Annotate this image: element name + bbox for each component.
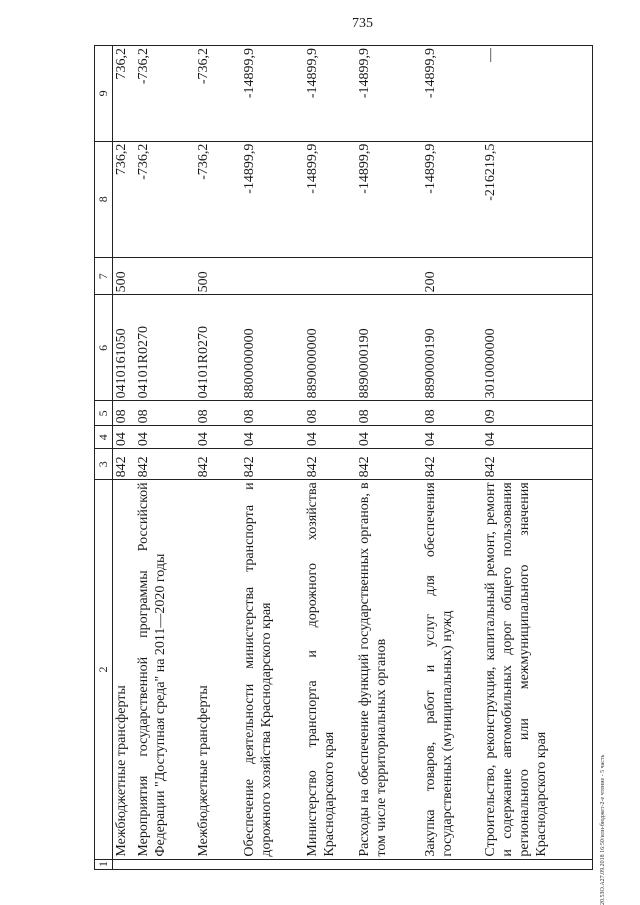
- row-vr: [241, 257, 304, 294]
- row-ved: 842: [356, 449, 422, 480]
- row-sum-2: —: [482, 46, 593, 142]
- row-csr: 3010000000: [482, 295, 593, 401]
- row-ved: 842: [304, 449, 356, 480]
- header-col-2: 2: [95, 480, 113, 859]
- row-pr: 08: [356, 401, 422, 426]
- table-header-row: [95, 46, 113, 870]
- row-pr: 08: [304, 401, 356, 426]
- row-rz: 04: [113, 426, 136, 449]
- row-name: Межбюджетные трансферты: [195, 480, 241, 859]
- row-ved: 842: [482, 449, 593, 480]
- table-row: [304, 46, 356, 870]
- row-vr: [135, 257, 195, 294]
- row-sum-2: -14899,9: [356, 46, 422, 142]
- row-sum-2: 736,2: [113, 46, 136, 142]
- row-pr: 08: [241, 401, 304, 426]
- table-row: [241, 46, 304, 870]
- row-sum-1: -14899,9: [422, 141, 482, 257]
- row-csr: 04101R0270: [135, 295, 195, 401]
- row-name: Министерство транспорта и дорожного хозяйства Краснодарского края: [304, 480, 356, 859]
- row-vr: [304, 257, 356, 294]
- row-sum-2: -14899,9: [422, 46, 482, 142]
- budget-table: [94, 45, 593, 870]
- row-rz: 04: [195, 426, 241, 449]
- header-col-6: 6: [95, 295, 113, 401]
- row-sum-2: -14899,9: [241, 46, 304, 142]
- row-ved: 842: [422, 449, 482, 480]
- row-pr: 08: [135, 401, 195, 426]
- row-name: Мероприятия государственной программы Российской Федерации "Доступная среда" на 2011—2020 годы: [135, 480, 195, 859]
- row-vr: [356, 257, 422, 294]
- table-row: [195, 46, 241, 870]
- row-csr: 8890000000: [304, 295, 356, 401]
- row-name: Обеспечение деятельности министерства транспорта и дорожного хозяйства Краснодарского края: [241, 480, 304, 859]
- row-rz: 04: [241, 426, 304, 449]
- row-sum-1: 736,2: [113, 141, 136, 257]
- table-row: [135, 46, 195, 870]
- table-row: [113, 46, 136, 870]
- row-sum-1: -736,2: [195, 141, 241, 257]
- row-name: Строительство, реконструкция, капитальный ремонт, ремонт и содержание автомобильных дорог общего пользования регионального или межмуниципального значения Краснодарского края: [482, 480, 593, 859]
- row-pr: 08: [422, 401, 482, 426]
- row-rz: 04: [135, 426, 195, 449]
- row-sum-1: -736,2: [135, 141, 195, 257]
- table-row: [422, 46, 482, 870]
- row-name: Закупка товаров, работ и услуг для обеспечения государственных (муниципальных) нужд: [422, 480, 482, 859]
- rotated-table-container: [94, 45, 608, 870]
- row-rz: 04: [482, 426, 593, 449]
- row-rz: 04: [304, 426, 356, 449]
- row-csr: 8890000190: [422, 295, 482, 401]
- row-vr: 500: [195, 257, 241, 294]
- header-col-8: 8: [95, 141, 113, 257]
- header-col-5: 5: [95, 401, 113, 426]
- row-sum-2: -14899,9: [304, 46, 356, 142]
- row-rz: 04: [422, 426, 482, 449]
- header-col-1: 1: [95, 859, 113, 869]
- row-ved: 842: [241, 449, 304, 480]
- row-csr: 04101R0270: [195, 295, 241, 401]
- page-number: 735: [352, 16, 373, 31]
- row-pr: 08: [113, 401, 136, 426]
- row-sum-1: -216219,5: [482, 141, 593, 257]
- row-ved: 842: [195, 449, 241, 480]
- row-name: Расходы на обеспечение функций государственных органов, в том числе территориальных органов: [356, 480, 422, 859]
- row-rz: 04: [356, 426, 422, 449]
- row-sum-1: -14899,9: [304, 141, 356, 257]
- header-col-7: 7: [95, 257, 113, 294]
- row-pr: 09: [482, 401, 593, 426]
- row-csr: 0410161050: [113, 295, 136, 401]
- row-name: Межбюджетные трансферты: [113, 480, 136, 859]
- row-vr: 500: [113, 257, 136, 294]
- row-csr: 8800000000: [241, 295, 304, 401]
- header-col-9: 9: [95, 46, 113, 142]
- header-col-3: 3: [95, 449, 113, 480]
- table-row: [482, 46, 593, 870]
- row-vr: 200: [422, 257, 482, 294]
- row-sum-2: -736,2: [195, 46, 241, 142]
- row-ved: 842: [113, 449, 136, 480]
- footer-note: 20.5ЗО.А27.09.2018 16:50/илн-бюджет-2-е чтение - 5 часть: [600, 754, 606, 905]
- row-sum-2: -736,2: [135, 46, 195, 142]
- row-vr: [482, 257, 593, 294]
- row-sum-1: -14899,9: [356, 141, 422, 257]
- header-col-4: 4: [95, 426, 113, 449]
- row-ved: 842: [135, 449, 195, 480]
- row-csr: 8890000190: [356, 295, 422, 401]
- row-pr: 08: [195, 401, 241, 426]
- table-row: [356, 46, 422, 870]
- row-sum-1: -14899,9: [241, 141, 304, 257]
